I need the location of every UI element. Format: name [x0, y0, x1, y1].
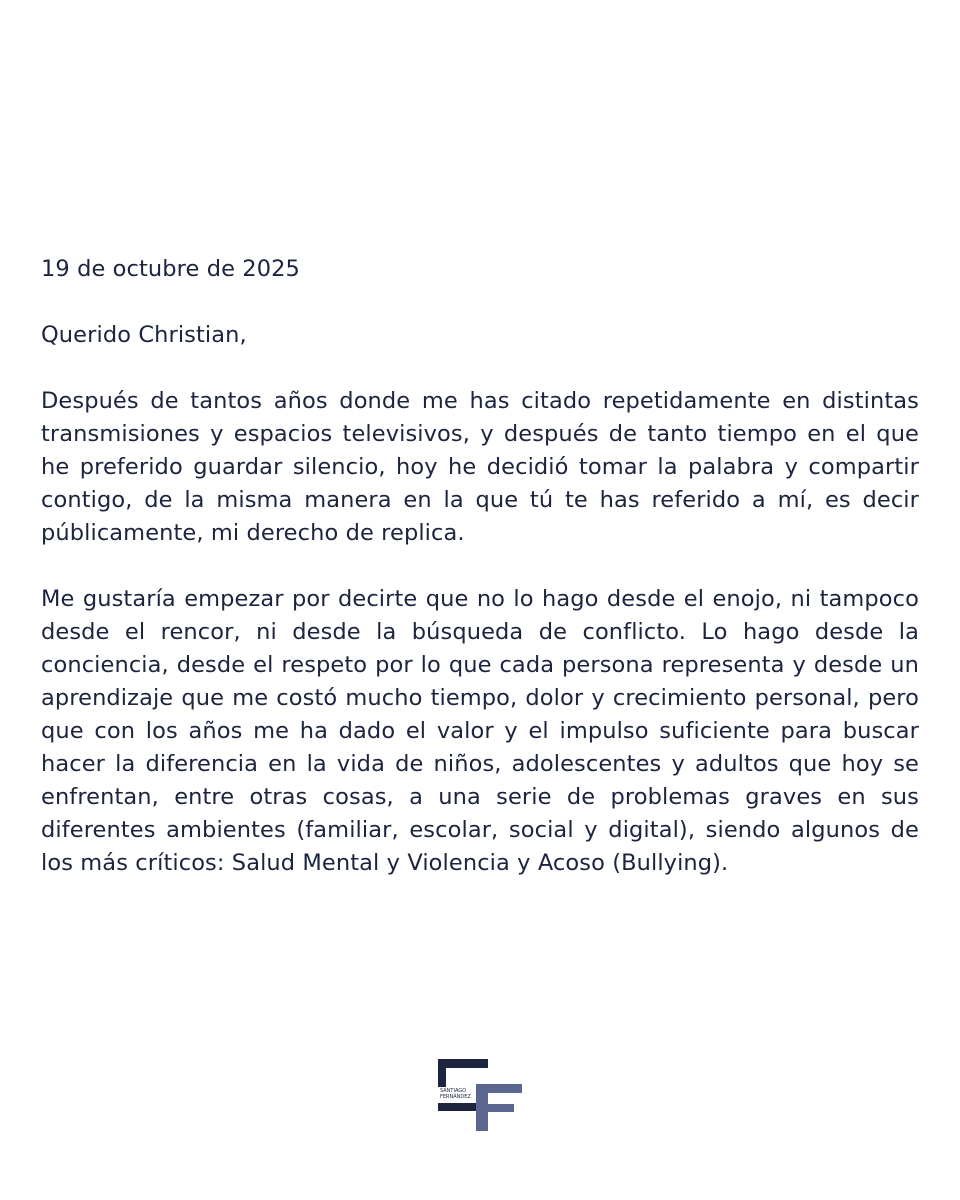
letter-paragraph-1: Después de tantos años donde me has citado repetidamente en distintas transmisiones y espacios televisivos, y después de tanto tiempo en el que he preferido guardar silencio, hoy he decidió tomar la palabra y compartir contigo, de la misma manera en la que tú te has referido a mí, es decir públicamente, mi derecho de replica.	[41, 388, 919, 546]
brand-logo	[436, 1059, 524, 1131]
letter-paragraph-2: Me gustaría empezar por decirte que no lo hago desde el enojo, ni tampoco desde el rencor, ni desde la búsqueda de conflicto. Lo hago desde la conciencia, desde el respeto por lo que cada persona representa y desde un aprendizaje que me costó mucho tiempo, dolor y crecimiento personal, pero que con los años me ha dado el valor y el impulso suficiente para buscar hacer la diferencia en la vida de niños, adolescentes y adultos que hoy se enfrentan, entre otras cosas, a una serie de problemas graves en sus diferentes ambientes (familiar, escolar, social y digital), siendo algunos de los más críticos: Salud Mental y Violencia y Acoso (Bullying).	[41, 586, 919, 876]
logo-text-line2: FERNÁNDEZ	[440, 1094, 471, 1100]
logo-text-line1: SANTIAGO	[440, 1088, 467, 1094]
letter-greeting: Querido Christian,	[41, 322, 247, 348]
sf-logo-icon	[436, 1059, 524, 1131]
letter-date: 19 de octubre de 2025	[41, 256, 300, 282]
letter-body	[41, 253, 919, 913]
